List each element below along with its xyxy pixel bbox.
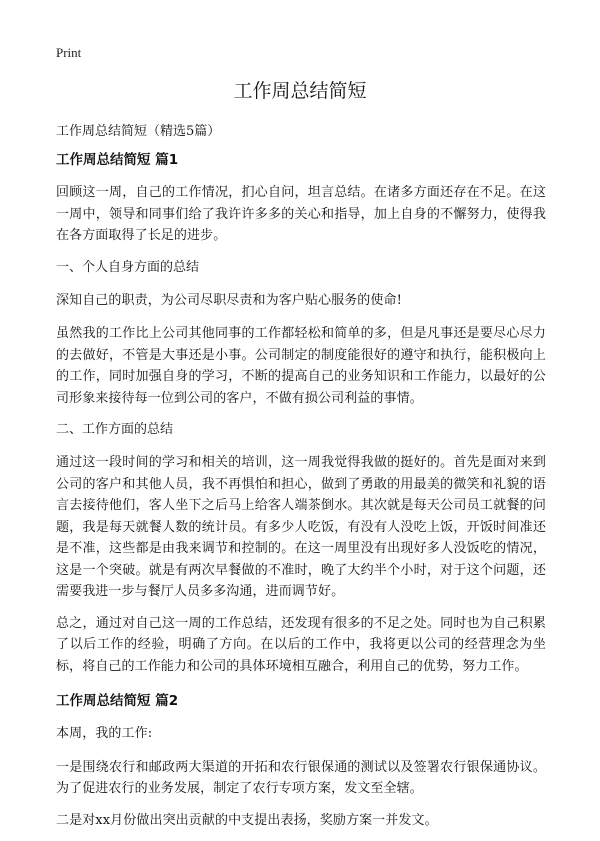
document-body bbox=[56, 150, 546, 841]
section-heading: 工作周总结简短 篇2 bbox=[56, 693, 179, 709]
document-title: 工作周总结简短 bbox=[233, 80, 367, 102]
paragraph: 一是围绕农行和邮政两大渠道的开拓和农行银保通的测试以及签署农行银保通协议。为了促进农行的业务发展，制定了农行专项方案，发文至全辖。 bbox=[56, 759, 546, 796]
paragraph: 虽然我的工作比上公司其他同事的工作都轻松和简单的多，但是凡事还是要尽心尽力的去做好，不管是大事还是小事。公司制定的制度能很好的遵守和执行，能积极向上的工作，同时加强自身的学习，不断的提高自己的业务知识和工作能力，以最好的公司形象来接待每一位到公司的客户，不做有损公司利益的事情。 bbox=[56, 326, 546, 406]
paragraph: 通过这一段时间的学习和相关的培训，这一周我觉得我做的挺好的。首先是面对来到公司的客户和其他人员，我不再惧怕和担心，做到了勇敢的用最美的微笑和礼貌的语言去接待他们，客人坐下之后马上给客人端茶倒水。其次就是每天公司员工就餐的问题，我是每天就餐人数的统计员。有多少人吃饭，有没有人没吃上饭，开饭时间准还是不准，这些都是由我来调节和控制的。在这一周里没有出现好多人没饭吃的情况，这是一个突破。就是有两次早餐做的不准时，晚了大约半个小时，对于这个问题，还需要我进一步与餐厅人员多多沟通，进而调节好。 bbox=[56, 455, 546, 599]
sub-heading: 二、工作方面的总结 bbox=[56, 422, 174, 437]
paragraph: 总之，通过对自己这一周的工作总结，还发现有很多的不足之处。同时也为自己积累了以后工作的经验，明确了方向。在以后的工作中，我将更以公司的经营理念为坐标，将自己的工作能力和公司的具体环境相互融合，利用自己的优势，努力工作。 bbox=[56, 615, 546, 674]
document-subtitle: 工作周总结简短（精选5篇） bbox=[56, 124, 221, 139]
paragraph: 深知自己的职责，为公司尽职尽责和为客户贴心服务的使命! bbox=[56, 292, 402, 308]
paragraph: 本周，我的工作: bbox=[56, 726, 153, 741]
section-heading: 工作周总结简短 篇1 bbox=[56, 152, 179, 168]
sub-heading: 一、个人自身方面的总结 bbox=[56, 259, 200, 275]
paragraph: 二是对xx月份做出突出贡献的中支提出表扬，奖励方案一并发文。 bbox=[56, 812, 438, 828]
print-label[interactable]: Print bbox=[56, 45, 82, 60]
paragraph: 回顾这一周，自己的工作情况，扪心自问，坦言总结。在诸多方面还存在不足。在这一周中，领导和同事们给了我许许多多的关心和指导，加上自身的不懈努力，使得我在各方面取得了长足的进步。 bbox=[56, 185, 546, 243]
